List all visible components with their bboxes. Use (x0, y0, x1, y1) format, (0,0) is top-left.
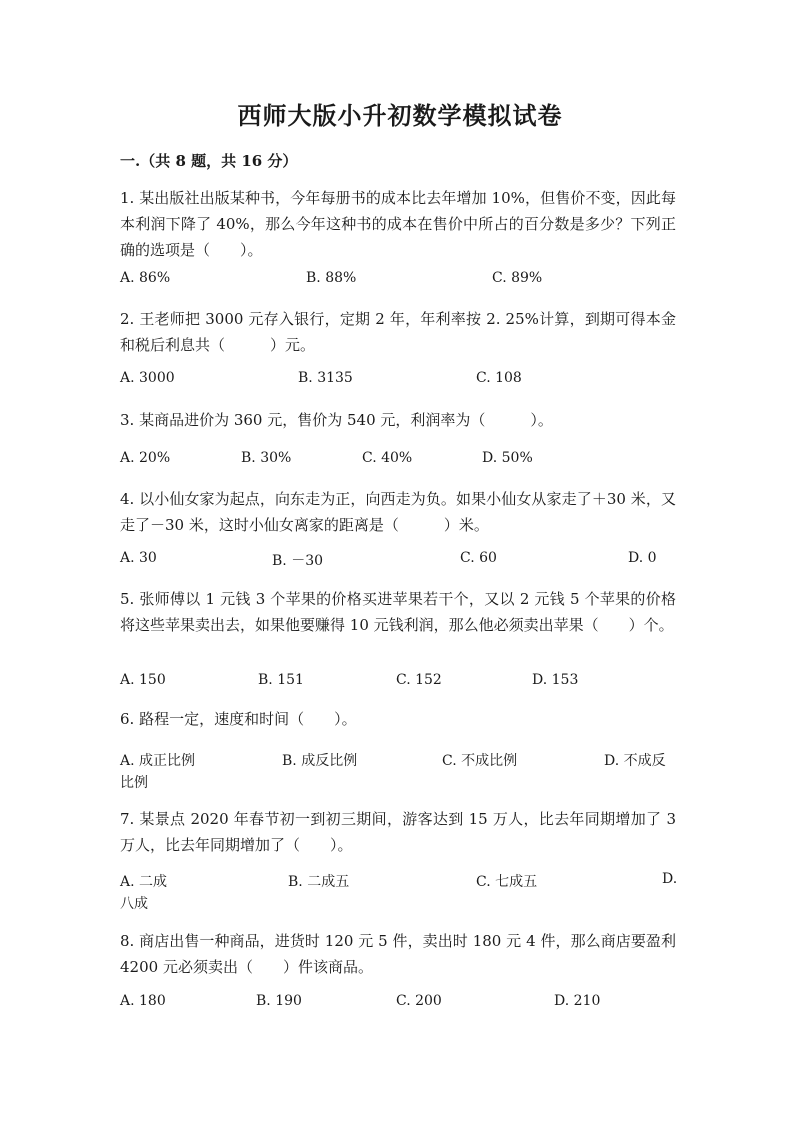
option-c[interactable]: C. 200 (396, 993, 442, 1009)
question-4: 4. 以小仙女家为起点，向东走为正，向西走为负。如果小仙女从家走了＋30 米，又走了－30 米，这时小仙女离家的距离是（ ）米。 (120, 490, 676, 534)
option-b[interactable]: B. 190 (256, 993, 302, 1009)
option-b[interactable]: B. 成反比例 (282, 753, 358, 769)
question-4-options (120, 550, 680, 572)
option-c[interactable]: C. 不成比例 (442, 753, 518, 769)
option-c[interactable]: C. 40% (362, 450, 413, 466)
option-c[interactable]: C. 60 (460, 550, 497, 566)
option-d[interactable]: D. 153 (532, 672, 579, 688)
option-b[interactable]: B. 30% (241, 450, 292, 466)
question-5-options (120, 672, 680, 694)
option-a[interactable]: A. 180 (120, 993, 166, 1009)
question-2: 2. 王老师把 3000 元存入银行，定期 2 年，年利率按 2. 25%计算，到期可得本金和税后利息共（ ）元。 (120, 310, 676, 354)
question-1-options (120, 270, 680, 292)
option-a[interactable]: A. 20% (120, 450, 171, 466)
option-d[interactable]: D. 210 (554, 993, 601, 1009)
question-6: 6. 路程一定，速度和时间（ ）。 (120, 710, 357, 728)
option-d[interactable]: D. (662, 871, 678, 887)
option-b[interactable]: B. －30 (272, 553, 324, 569)
option-d[interactable]: D. 50% (482, 450, 533, 466)
option-c[interactable]: C. 89% (492, 270, 543, 286)
option-a[interactable]: A. 86% (120, 270, 171, 286)
question-8: 8. 商店出售一种商品，进货时 120 元 5 件，卖出时 180 元 4 件，那么商店要盈利 4200 元必须卖出（ ）件该商品。 (120, 932, 676, 976)
option-a[interactable]: A. 30 (120, 550, 157, 566)
option-c[interactable]: C. 152 (396, 672, 442, 688)
option-a[interactable]: A. 二成 (120, 874, 168, 890)
question-8-options (120, 993, 680, 1015)
option-d-continued: 比例 (120, 775, 148, 791)
option-b[interactable]: B. 88% (306, 270, 357, 286)
option-a[interactable]: A. 150 (120, 672, 166, 688)
option-b[interactable]: B. 二成五 (288, 874, 350, 890)
question-1: 1. 某出版社出版某种书，今年每册书的成本比去年增加 10%，但售价不变，因此每本利润下降了 40%，那么今年这种书的成本在售价中所占的百分数是多少？下列正确的选项是（ ）。 (120, 189, 676, 259)
option-b[interactable]: B. 3135 (298, 370, 353, 386)
option-a[interactable]: A. 3000 (120, 370, 175, 386)
question-5: 5. 张师傅以 1 元钱 3 个苹果的价格买进苹果若干个，又以 2 元钱 5 个苹果的价格将这些苹果卖出去，如果他要赚得 10 元钱利润，那么他必须卖出苹果（ ）个。 (120, 590, 676, 634)
question-7: 7. 某景点 2020 年春节初一到初三期间，游客达到 15 万人，比去年同期增加了 3 万人，比去年同期增加了（ ）。 (120, 810, 676, 854)
question-2-options (120, 370, 680, 392)
question-3: 3. 某商品进价为 360 元，售价为 540 元，利润率为（ ）。 (120, 411, 553, 429)
page-title: 西师大版小升初数学模拟试卷 (237, 101, 563, 130)
option-d[interactable]: D. 0 (628, 550, 657, 566)
question-3-options (120, 450, 680, 472)
option-d[interactable]: D. 不成反 (604, 753, 666, 769)
option-a[interactable]: A. 成正比例 (120, 753, 196, 769)
question-7-options (120, 871, 680, 912)
question-6-options (120, 750, 680, 791)
option-c[interactable]: C. 七成五 (476, 874, 538, 890)
option-c[interactable]: C. 108 (476, 370, 522, 386)
option-b[interactable]: B. 151 (258, 672, 304, 688)
section-heading: 一.（共 8 题，共 16 分） (120, 152, 298, 170)
option-d-continued: 八成 (120, 896, 148, 912)
